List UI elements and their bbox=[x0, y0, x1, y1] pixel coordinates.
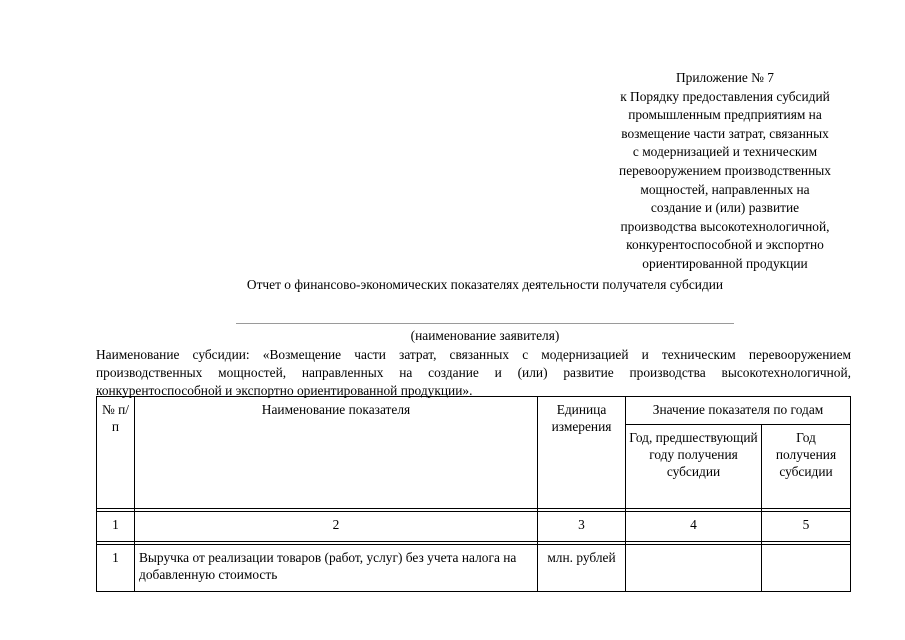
column-number: 1 bbox=[97, 512, 135, 542]
row-indicator-name: Выручка от реализации товаров (работ, услуг) без учета налога на добавленную стоимость bbox=[135, 545, 538, 592]
row-unit: млн. рублей bbox=[538, 545, 626, 592]
appendix-line: конкурентоспособной и экспортно bbox=[626, 237, 824, 253]
column-number: 2 bbox=[135, 512, 538, 542]
report-title: Отчет о финансово-экономических показателях деятельности получателя субсидии bbox=[246, 277, 724, 292]
appendix-line: мощностей, направленных на bbox=[640, 181, 810, 197]
column-number: 5 bbox=[762, 512, 851, 542]
applicant-name-line bbox=[236, 323, 734, 324]
indicators-table bbox=[96, 396, 851, 592]
table-row bbox=[97, 545, 851, 592]
appendix-line: с модернизацией и техническим bbox=[632, 144, 818, 160]
header-prev-year: Год, предшествующий году получения субсидии bbox=[626, 425, 762, 509]
appendix-line: к Порядку предоставления субсидий bbox=[620, 88, 830, 104]
column-number-row bbox=[97, 512, 851, 542]
subsidy-line: производственных мощностей, направленных на создание и (или) развитие производства высокотехнологичной, bbox=[96, 365, 851, 380]
appendix-header bbox=[590, 69, 860, 274]
table-header-row bbox=[97, 397, 851, 425]
appendix-line: возмещение части затрат, связанных bbox=[621, 125, 829, 141]
header-subsidy-year: Год получения субсидии bbox=[762, 425, 851, 509]
appendix-line: Приложение № 7 bbox=[675, 70, 775, 85]
appendix-line: создание и (или) развитие bbox=[650, 200, 800, 216]
appendix-line: производства высокотехнологичной, bbox=[620, 218, 830, 234]
row-prev-year-value bbox=[626, 545, 762, 592]
header-number: № п/п bbox=[97, 397, 135, 509]
subsidy-line: Наименование субсидии: «Возмещение части затрат, связанных с модернизацией и техническим перевооружением bbox=[96, 347, 851, 362]
header-indicator-name: Наименование показателя bbox=[135, 397, 538, 509]
row-number: 1 bbox=[97, 545, 135, 592]
header-values-by-year: Значение показателя по годам bbox=[626, 397, 851, 425]
appendix-line: перевооружением производственных bbox=[619, 162, 831, 178]
column-number: 4 bbox=[626, 512, 762, 542]
column-number: 3 bbox=[538, 512, 626, 542]
applicant-caption: (наименование заявителя) bbox=[410, 328, 560, 343]
row-subsidy-year-value bbox=[762, 545, 851, 592]
appendix-line: ориентированной продукции bbox=[642, 255, 808, 271]
header-unit: Единица измерения bbox=[538, 397, 626, 509]
subsidy-name bbox=[96, 346, 851, 400]
subsidy-line: конкурентоспособной и экспортно ориентированной продукции». bbox=[96, 383, 473, 398]
appendix-line: промышленным предприятиям на bbox=[628, 107, 822, 123]
